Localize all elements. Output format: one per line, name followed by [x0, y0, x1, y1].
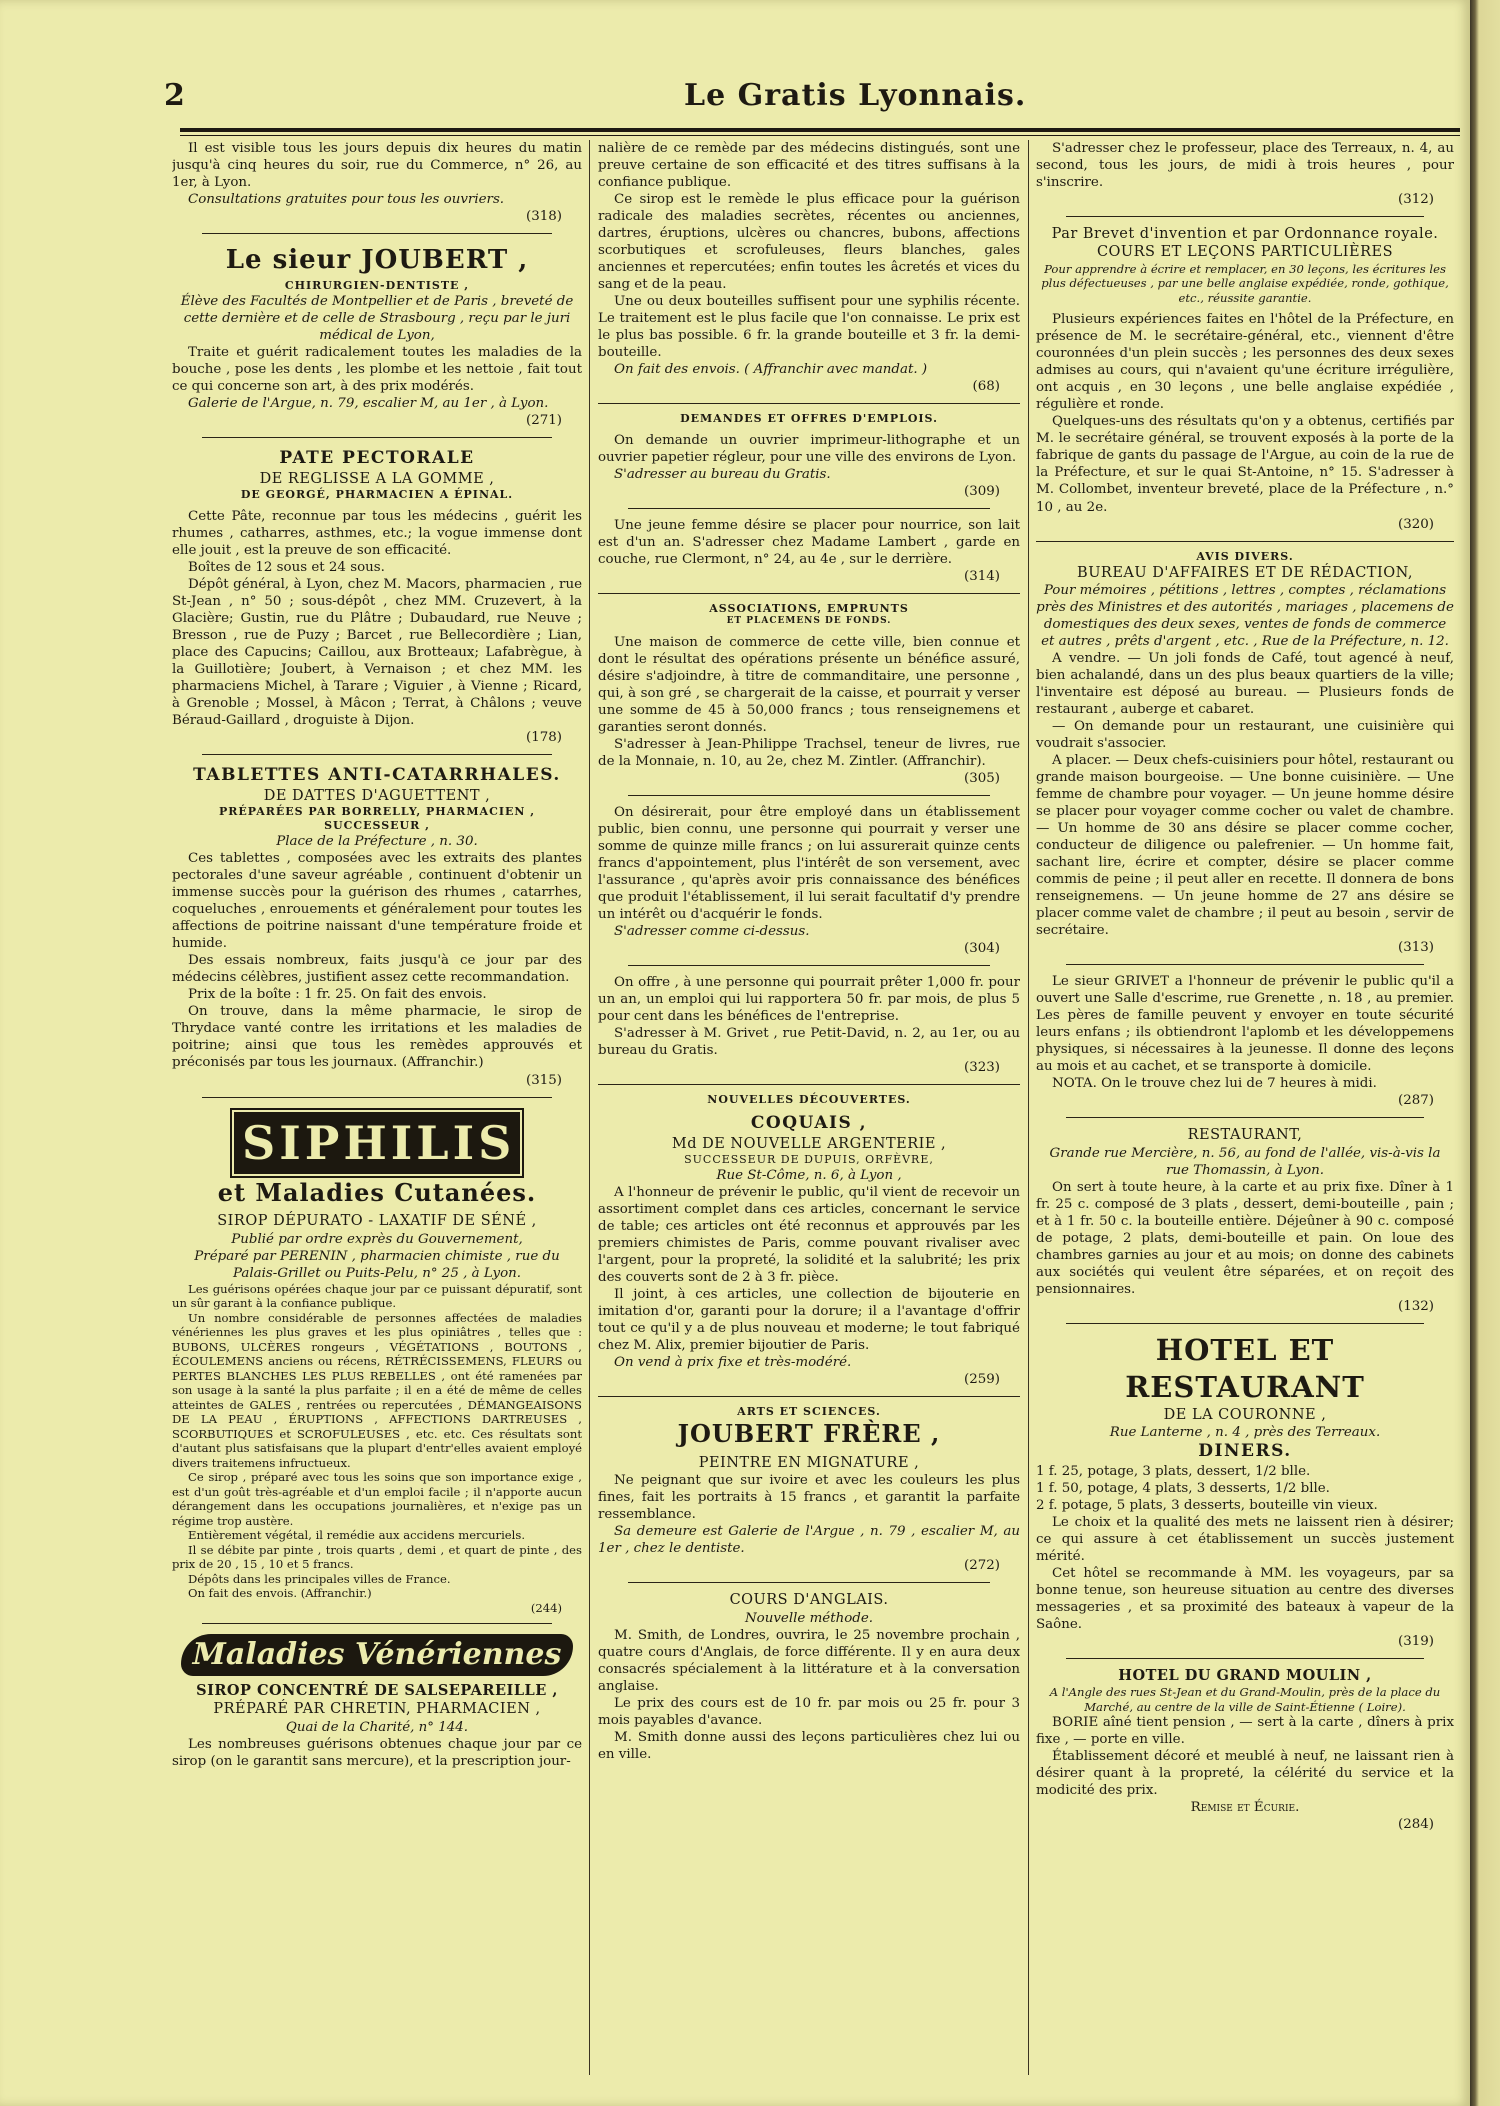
- separator: [628, 965, 990, 966]
- ad-subheading: COURS ET LEÇONS PARTICULIÈRES: [1096, 244, 1394, 261]
- ad-text: Ces tablettes , composées avec les extraits des plantes pectorales d'une saveur agréable , continuent d'obtenir un immense succès pour la guérison des rhumes , catarrhes, coqueluches , enrouements et généralement pour toutes les affections de poitrine naissant d'une température froide et humide.: [172, 851, 582, 952]
- ad-text: Ce sirop , préparé avec tous les soins que son importance exige , est d'un goût très-agréable et d'un emploi facile ; il n'apporte aucun dérangement dans les occupations journalières, et n'exige pas un régime trop austère.: [172, 1470, 582, 1528]
- ad-text: Un nombre considérable de personnes affectées de maladies vénériennes les plus graves et les plus opiniâtres , telles que : BUBONS, ULCÈRES rongeurs , VÉGÉTATIONS , BOUTONS , ÉCOULEMENS anciens ou récens, RÉTRÉCISSEMENS, FLEURS ou PERTES BLANCHES LES PLUS REBELLES , ont été ramenées par son usage à la santé la plus parfaite ; il en a été de même de celles atteintes de GALES , rentrées ou repercutées , DÉMANGEAISONS DE LA PEAU , ÉRUPTIONS , AFFECTIONS DARTREUSES , SCORBUTIQUES et SCROFULEUSES , etc. etc. Ces résultats sont d'autant plus satisfaisans que la plupart d'entr'elles avaient employé divers traitemens infructueux.: [172, 1310, 582, 1470]
- ad-heading: COURS D'ANGLAIS.: [729, 1592, 889, 1609]
- ad-text: Ce sirop est le remède le plus efficace pour la guérison radicale des maladies secrètes, récentes ou anciennes, dartres, éruptions, ulcères ou chancres, bubons, affections scorbutiques et scrofuleuses, fleurs blanches, gales anciennes et repercutées; enfin toutes les âcretés et vices du sang et de la peau.: [598, 192, 1020, 293]
- ad-text: Entièrement végétal, il remédie aux accidens mercuriels.: [188, 1528, 526, 1543]
- ad-text: Les nombreuses guérisons obtenues chaque jour par ce sirop (on le garantit sans mercure), et la prescription jour-: [172, 1736, 582, 1769]
- ad-heading: PATE PECTORALE: [279, 448, 475, 469]
- ad-subheading: DE REGLISSE A LA GOMME ,: [259, 470, 495, 487]
- ad-text: S'adresser à Jean-Philippe Trachsel, teneur de livres, rue de la Monnaie, n. 10, au 2e, chez M. Zintler. (Affranchir).: [598, 736, 1020, 769]
- ad-text: Élève des Facultés de Montpellier et de Paris , breveté de cette dernière et de celle de Strasbourg , reçu par le juri médical de Lyon,: [180, 294, 574, 344]
- ad-subheading: et Maladies Cutanées.: [217, 1177, 537, 1207]
- newspaper-title: Le Gratis Lyonnais.: [684, 78, 1027, 113]
- ad-text: Il est visible tous les jours depuis dix heures du matin jusqu'à cinq heures du soir, rue du Commerce, n° 26, au 1er, à Lyon.: [172, 141, 582, 191]
- ad-heading: HOTEL DU GRAND MOULIN ,: [1118, 1666, 1372, 1684]
- ad-text: Il se débite par pinte , trois quarts , demi , et quart de pinte , des prix de 20 , 15 , 10 et 5 francs.: [172, 1542, 582, 1572]
- ad-text: Cet hôtel se recommande à MM. les voyageurs, par sa bonne tenue, son heureuse situation au centre des diverses messageries , et sa proximité des bateaux à vapeur de la Saône.: [1036, 1565, 1454, 1632]
- section-heading: DEMANDES ET OFFRES D'EMPLOIS.: [680, 412, 938, 426]
- ad-subheading: DE LA COURONNE ,: [1163, 1406, 1327, 1423]
- ad-text: Préparé par PERENIN , pharmacien chimiste , rue du Palais-Grillet ou Puits-Pelu, n° 25 , à Lyon.: [194, 1248, 560, 1281]
- ad-heading: SIROP DÉPURATO - LAXATIF DE SÉNÉ ,: [217, 1213, 537, 1230]
- separator: [1066, 1323, 1424, 1324]
- separator: [1066, 216, 1424, 217]
- ad-reference: (313): [1397, 940, 1434, 956]
- ad-text: On demande un ouvrier imprimeur-lithographe et un ouvrier papetier régleur, pour une ville des environs de Lyon.: [598, 433, 1020, 466]
- ad-text: A placer. — Deux chefs-cuisiniers pour hôtel, restaurant ou grande maison bourgeoise. — Une bonne cuisinière. — Une femme de chambre pour voyager. — Un jeune homme désire se placer pour voyager comme cocher ou valet de chambre. — Un homme de 30 ans désire se placer comme cocher, conducteur de diligence ou palefrenier. — Un homme fait, sachant lire, écrire et compter, désire se placer comme commis de peine ; il peut aller en recette. Il donnera de bons renseignemens. — Un jeune homme de 27 ans désire se placer comme valet de chambre ; il peut au besoin , servir de secrétaire.: [1036, 753, 1454, 939]
- ad-heading: RESTAURANT,: [1187, 1127, 1303, 1144]
- separator: [628, 795, 990, 796]
- ad-reference: (271): [525, 413, 562, 429]
- ad-text: NOTA. On le trouve chez lui de 7 heures à midi.: [1052, 1076, 1377, 1092]
- ad-text: — On demande pour un restaurant, une cuisinière qui voudrait s'associer.: [1036, 719, 1454, 752]
- ad-reference: (319): [1397, 1633, 1434, 1649]
- ad-text: On trouve, dans la même pharmacie, le sirop de Thrydace vanté contre les irritations et les maladies de poitrine; ainsi que tous les remèdes approuvés et préconisés par tous les journaux. (Affranchir.): [172, 1004, 582, 1071]
- ad-reference: (309): [963, 484, 1000, 500]
- ad-text: Prix de la boîte : 1 fr. 25. On fait des envois.: [188, 987, 487, 1003]
- ad-text: Consultations gratuites pour tous les ouvriers.: [188, 192, 505, 208]
- ad-text: Le choix et la qualité des mets ne laissent rien à désirer; ce qui assure à cet établissement un succès justement mérité.: [1036, 1514, 1454, 1564]
- ad-text: Dépôt général, à Lyon, chez M. Macors, pharmacien , rue St-Jean , n° 50 ; sous-dépôt , chez MM. Cruzevert, à la Glacière; Gustin, rue du Plâtre ; Dubaudard, rue Neuve ; Bresson , rue de Puzy ; Barcet , rue Bellecordière ; Lian, place des Capucins; Caillou, aux Brotteaux; Lafabrègue, à la Guillotière; Joubert, à Vernaison ; et chez MM. les pharmaciens Michel, à Tarare ; Viguier , à Vienne ; Ricard, à Grenoble ; Mossel, à Mâcon ; Terrat, à Châlons ; veuve Béraud-Gaillard , droguiste à Dijon.: [172, 577, 582, 729]
- ad-reference: (304): [963, 940, 1000, 956]
- ad-reference: (272): [963, 1558, 1000, 1574]
- page-number: 2: [164, 78, 185, 113]
- separator: [202, 437, 552, 438]
- ad-text: M. Smith, de Londres, ouvrira, le 25 novembre prochain , quatre cours d'Anglais, de force différente. Il y en aura deux consacrés spécialement à la littérature et à la conversation anglaise.: [598, 1627, 1020, 1694]
- ad-heading: SIROP CONCENTRÉ DE SALSEPAREILLE ,: [196, 1682, 558, 1700]
- ad-reference: (287): [1397, 1093, 1434, 1109]
- page-header: [160, 78, 1460, 118]
- ad-text: On offre , à une personne qui pourrait prêter 1,000 fr. pour un an, un emploi qui lui rapportera 50 fr. par mois, de plus 5 pour cent dans les bénéfices de l'entreprise.: [598, 975, 1020, 1025]
- ad-reference: (178): [525, 730, 562, 746]
- ad-reference: (320): [1397, 516, 1434, 532]
- ad-subheading: DE GEORGÉ, PHARMACIEN A ÉPINAL.: [240, 488, 514, 502]
- ad-text: S'adresser comme ci-dessus.: [614, 923, 810, 939]
- section-heading: NOUVELLES DÉCOUVERTES.: [707, 1093, 911, 1107]
- ad-text: Boîtes de 12 sous et 24 sous.: [188, 560, 385, 576]
- separator: [598, 593, 1020, 594]
- column-1: [172, 140, 582, 2075]
- ad-text: Les guérisons opérées chaque jour par ce puissant dépuratif, sont un sûr garant à la confiance publique.: [172, 1281, 582, 1311]
- ad-text: Cette Pâte, reconnue par tous les médecins , guérit les rhumes , catharres, asthmes, etc.; la vogue immense dont elle jouit , est la preuve de son efficacité.: [172, 509, 582, 559]
- separator: [628, 508, 990, 509]
- separator: [598, 403, 1020, 404]
- ad-text: S'adresser à M. Grivet , rue Petit-David, n. 2, au 1er, ou au bureau du Gratis.: [598, 1026, 1020, 1059]
- ad-reference: (259): [963, 1372, 1000, 1388]
- ad-subheading: Nouvelle méthode.: [744, 1610, 874, 1626]
- ad-text: Remise et Écurie.: [1190, 1800, 1300, 1816]
- ad-heading: TABLETTES ANTI-CATARRHALES.: [193, 765, 561, 786]
- separator: [598, 1084, 1020, 1085]
- column-2: [598, 140, 1020, 2075]
- venereal-banner: Maladies Vénériennes: [181, 1634, 573, 1676]
- ad-text: Une ou deux bouteilles suffisent pour une syphilis récente. Le traitement est le plus facile que l'on connaisse. Le prix est le plus bas possible. 6 fr. la grande bouteille et 3 fr. la demi-bouteille.: [598, 294, 1020, 361]
- ad-text: Une maison de commerce de cette ville, bien connue et dont le résultat des opérations présente un bénéfice assuré, désire s'adjoindre, à titre de commanditaire, une personne , qui, à son gré , se chargerait de la caisse, et pourrait y verser une somme de 45 à 50,000 francs ; tous renseignemens et garanties seront donnés.: [598, 634, 1020, 735]
- ad-heading: HOTEL ET RESTAURANT: [1125, 1332, 1365, 1404]
- ad-heading: JOUBERT FRÈRE ,: [677, 1419, 941, 1449]
- ad-text: Pour apprendre à écrire et remplacer, en 30 leçons, les écritures les plus défectueuses , par une belle anglaise expédiée, ronde, gothique, etc., réussite garantie.: [1041, 261, 1449, 305]
- ad-address: Place de la Préfecture , n. 30.: [276, 834, 478, 850]
- ad-address: Quai de la Charité, n° 144.: [285, 1719, 469, 1735]
- separator: [202, 233, 552, 234]
- ad-text: Il joint, à ces articles, une collection de bijouterie en imitation d'or, garanti pour la dorure; il a l'avantage d'offrir tout ce qu'il y a de plus nouveau et moderne; le tout fabriqué chez M. Alix, premier bijoutier de Paris.: [598, 1287, 1020, 1354]
- ad-heading: BUREAU D'AFFAIRES ET DE RÉDACTION,: [1077, 564, 1413, 581]
- ad-text: Le prix des cours est de 10 fr. par mois ou 25 fr. pour 3 mois payables d'avance.: [598, 1695, 1020, 1728]
- ad-text: Dépôts dans les principales villes de France.: [188, 1571, 451, 1586]
- ad-reference: (314): [963, 569, 1000, 585]
- section-heading: AVIS DIVERS.: [1196, 549, 1294, 563]
- column-divider: [589, 140, 590, 2075]
- siphilis-banner: SIPHILIS: [234, 1112, 520, 1174]
- separator: [628, 1582, 990, 1583]
- ad-reference: (68): [972, 379, 1000, 395]
- ad-subheading: DE DATTES D'AGUETTENT ,: [263, 787, 491, 804]
- ad-address: A l'Angle des rues St-Jean et du Grand-Moulin, près de la place du Marché, au centre de la ville de Saint-Étienne ( Loire).: [1049, 1685, 1441, 1714]
- ad-text: S'adresser au bureau du Gratis.: [614, 467, 831, 483]
- ad-text: Le sieur GRIVET a l'honneur de prévenir le public qu'il a ouvert une Salle d'escrime, rue Grenette , n. 18 , au premier. Les pères de famille peuvent y envoyer en toute sécurité leurs enfans ; ils obtiendront l'aplomb et les développemens physiques, si nécessaires à la jeunesse. Il donne des leçons au mois et au cachet, et se transporte à domicile.: [1036, 974, 1454, 1075]
- ad-text: A l'honneur de prévenir le public, qu'il vient de recevoir un assortiment complet dans ces articles, concernant le service de table; ces articles ont été reconnus et approuvés par les premiers chimistes de Paris, comme pouvant rivaliser avec l'argent, pour la propreté, la solidité et la salubrité; les prix des couverts sont de 2 à 3 fr. pièce.: [598, 1185, 1020, 1286]
- section-subheading: ET PLACEMENS DE FONDS.: [726, 616, 892, 627]
- ad-text: On fait des envois. ( Affranchir avec mandat. ): [614, 362, 928, 378]
- separator: [598, 1396, 1020, 1397]
- ad-address: Galerie de l'Argue, n. 79, escalier M, au 1er , à Lyon.: [188, 396, 549, 412]
- next-page-edge: [1470, 0, 1500, 2106]
- ad-subheading: PRÉPARÉ PAR CHRETIN, PHARMACIEN ,: [213, 1701, 541, 1718]
- ad-text: Publié par ordre exprès du Gouvernement,: [231, 1231, 523, 1247]
- separator: [202, 754, 552, 755]
- ad-reference: (244): [530, 1600, 562, 1615]
- ad-heading: Par Brevet d'invention et par Ordonnance royale.: [1051, 226, 1439, 243]
- ad-reference: (318): [525, 209, 562, 225]
- ad-text: M. Smith donne aussi des leçons particulières chez lui ou en ville.: [598, 1729, 1020, 1762]
- separator: [1066, 1117, 1424, 1118]
- column-3: [1036, 140, 1454, 2075]
- section-heading: ARTS ET SCIENCES.: [737, 1405, 881, 1419]
- ad-subheading: PEINTRE EN MIGNATURE ,: [698, 1454, 920, 1471]
- ad-text: On désirerait, pour être employé dans un établissement public, bien connu, une personne qui pourrait y verser une somme de quinze mille francs ; on lui assurerait quinze cents francs d'appointement, plus l'intérêt de son versement, avec l'assurance , qu'après avoir pris connaissance des bénéfices que produit l'établissement, il lui serait facultatif d'y prendre un intérêt ou d'acquérir le fonds.: [598, 804, 1020, 922]
- header-rule-thin: [180, 135, 1460, 136]
- ad-text: Plusieurs expériences faites en l'hôtel de la Préfecture, en présence de M. le secrétaire-général, etc., viennent d'être couronnées d'un plein succès ; les personnes des deux sexes admises au cours, qui n'avaient qu'une écriture irrégulière, ont acquis , en 30 leçons , une belle anglaise expédiée , régulière et ronde.: [1036, 312, 1454, 413]
- ad-heading: COQUAIS ,: [750, 1113, 868, 1134]
- ad-text: On vend à prix fixe et très-modéré.: [614, 1355, 852, 1371]
- ad-text: Une jeune femme désire se placer pour nourrice, son lait est d'un an. S'adresser chez Madame Lambert , garde en couche, rue Clermont, n° 24, au 4e , sur le derrière.: [598, 518, 1020, 568]
- ad-subheading: CHIRURGIEN-DENTISTE ,: [284, 279, 470, 293]
- ad-reference: (323): [963, 1060, 1000, 1076]
- ad-text: On fait des envois. (Affranchir.): [188, 1586, 372, 1601]
- section-heading: ASSOCIATIONS, EMPRUNTS: [709, 602, 909, 616]
- ad-text: Établissement décoré et meublé à neuf, ne laissant rien à désirer quant à la propreté, la célérité du service et la modicité des prix.: [1036, 1749, 1454, 1799]
- ad-subheading: DINERS.: [1198, 1441, 1292, 1462]
- separator: [1036, 541, 1454, 542]
- ad-text: Sa demeure est Galerie de l'Argue , n. 79 , escalier M, au 1er , chez le dentiste.: [598, 1524, 1020, 1557]
- ad-text: BORIE aîné tient pension , — sert à la carte , dîners à prix fixe , — porte en ville.: [1036, 1715, 1454, 1748]
- ad-text: On sert à toute heure, à la carte et au prix fixe. Dîner à 1 fr. 25 c. composé de 3 plats , dessert, demi-bouteille , pain ; et à 1 fr. 50 c. la bouteille entière. Déjeûner à 90 c. composé de potage, 2 plats, demi-bouteille et pain. On loue des chambres garnies au jour et au mois; on donne des cabinets aux sociétés qui veulent être séparées, et on reçoit des pensionnaires.: [1036, 1179, 1454, 1297]
- column-divider: [1028, 140, 1029, 2075]
- ad-text: A vendre. — Un joli fonds de Café, tout agencé à neuf, bien achalandé, dans un des plus beaux quartiers de la ville; l'inventaire est déposé au bureau. — Plusieurs fonds de restaurant , auberge et cabaret.: [1036, 650, 1454, 718]
- header-rule: [180, 128, 1460, 132]
- separator: [1066, 964, 1424, 965]
- ad-text: Quelques-uns des résultats qu'on y a obtenus, certifiés par M. le secrétaire général, se trouvent exposés à la porte de la fabrique de gants du passage de l'Argue, au coin de la rue de la Préfecture, et sur le quai St-Antoine, n° 15. S'adresser à M. Collombet, inventeur breveté, place de la Préfecture , n.° 10 , au 2e.: [1036, 414, 1454, 515]
- ad-address: Rue St-Côme, n. 6, à Lyon ,: [716, 1168, 902, 1184]
- ad-reference: (284): [1397, 1817, 1434, 1833]
- ad-subheading: PRÉPARÉES PAR BORRELLY, PHARMACIEN , SUCCESSEUR ,: [218, 805, 536, 833]
- ad-subheading: Md DE NOUVELLE ARGENTERIE ,: [671, 1135, 947, 1152]
- separator: [1066, 1658, 1424, 1659]
- ad-text: 1 f. 25, potage, 3 plats, dessert, 1/2 blle.: [1036, 1463, 1311, 1479]
- ad-reference: (132): [1397, 1298, 1434, 1314]
- ad-text: 1 f. 50, potage, 4 plats, 3 desserts, 1/2 blle.: [1036, 1480, 1330, 1496]
- ad-address: Grande rue Mercière, n. 56, au fond de l'allée, vis-à-vis la rue Thomassin, à Lyon.: [1049, 1145, 1441, 1178]
- ad-reference: (315): [525, 1072, 562, 1088]
- ad-reference: (305): [963, 770, 1000, 786]
- separator: [202, 1623, 552, 1624]
- separator: [202, 1097, 552, 1098]
- ad-text: Ne peignant que sur ivoire et avec les couleurs les plus fines, fait les portraits à 15 francs , et garantit la parfaite ressemblance.: [598, 1473, 1020, 1523]
- ad-text: 2 f. potage, 5 plats, 3 desserts, bouteille vin vieux.: [1036, 1497, 1378, 1513]
- ad-text: S'adresser chez le professeur, place des Terreaux, n. 4, au second, tous les jours, de midi à trois heures , pour s'inscrire.: [1036, 141, 1454, 191]
- ad-text: nalière de ce remède par des médecins distingués, sont une preuve certaine de son efficacité et des titres suffisans à la confiance publique.: [598, 141, 1020, 191]
- ad-heading: Le sieur JOUBERT ,: [225, 245, 529, 276]
- ad-subheading: SUCCESSEUR DE DUPUIS, ORFÈVRE,: [684, 1153, 934, 1167]
- ad-address: Rue Lanterne , n. 4 , près des Terreaux.: [1109, 1425, 1381, 1440]
- ad-text: Des essais nombreux, faits jusqu'à ce jour par des médecins célèbres, justifient assez cette recommandation.: [172, 953, 582, 986]
- ad-text: Traite et guérit radicalement toutes les maladies de la bouche , pose les dents , les plombe et les nettoie , fait tout ce qui concerne son art, à des prix modérés.: [172, 345, 582, 395]
- ad-reference: (312): [1397, 192, 1434, 208]
- ad-text: Pour mémoires , pétitions , lettres , comptes , réclamations près des Ministres et des autorités , mariages , placemens de domestiques des deux sexes, ventes de fonds de commerce et autres , prêts d'argent , etc. , Rue de la Préfecture, n. 12.: [1036, 582, 1454, 649]
